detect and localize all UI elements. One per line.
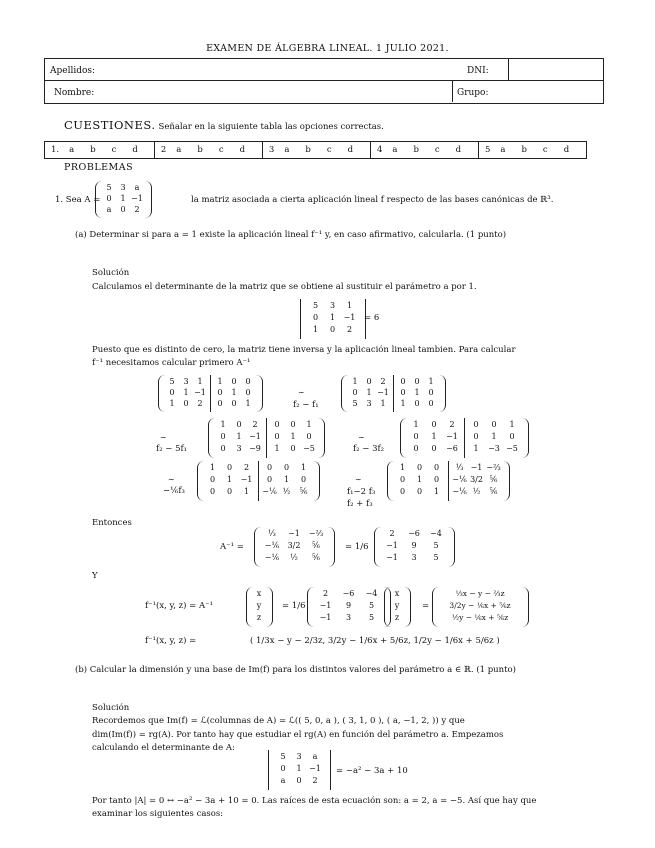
matrix-cell: a xyxy=(106,205,112,214)
matrix-cell: −1 xyxy=(319,613,332,622)
matrix-cell: 0 xyxy=(473,432,479,441)
one-sixth-factor: = 1/6 xyxy=(345,542,369,552)
matrix-cell: −6 xyxy=(408,529,420,538)
matrix-cell: 0 xyxy=(399,475,406,484)
matrix-cell: 1 xyxy=(509,420,515,429)
matrix-cell: ⅚ xyxy=(312,553,320,562)
matrix-cell: 0 xyxy=(274,432,280,441)
matrix-cell: 1 xyxy=(183,388,189,397)
matrix-cell: 0 xyxy=(433,463,440,472)
option-b[interactable]: b xyxy=(90,145,96,155)
question-number: 3 xyxy=(268,145,275,155)
gauss-step-2 xyxy=(208,418,324,458)
matrix-cell: 1 xyxy=(352,377,358,386)
matrix-cell: 1 xyxy=(312,325,319,334)
matrix-cell: −3 xyxy=(488,444,500,453)
matrix-cell: −⅙ xyxy=(264,553,280,562)
matrix-cell: 5 xyxy=(352,399,358,408)
option-c[interactable]: c xyxy=(218,145,224,155)
matrix-cell: 0 xyxy=(280,764,286,773)
apellidos-label: Apellidos: xyxy=(50,66,96,76)
matrix-cell: 1 xyxy=(346,301,353,310)
determinant-A xyxy=(268,750,330,790)
matrix-cell: 0 xyxy=(473,420,479,429)
option-d[interactable]: d xyxy=(239,145,246,155)
ainv-label: A⁻¹ = xyxy=(220,542,244,552)
matrix-cell: 0 xyxy=(491,420,497,429)
question-number: 4 xyxy=(376,145,383,155)
matrix-cell: 1 xyxy=(491,432,497,441)
solution-1-line-2: Puesto que es distinto de cero, la matriz tiene inversa y la aplicación lineal tambien. Para calcular xyxy=(92,345,516,355)
det1-result: = 6 xyxy=(364,313,380,323)
student-id-box xyxy=(44,58,604,104)
matrix-cell: a xyxy=(280,776,286,785)
matrix-cell: y xyxy=(256,601,262,610)
matrix-cell: 5 xyxy=(368,613,375,622)
matrix-cell: 5 xyxy=(433,553,439,562)
matrix-cell: 1 xyxy=(236,432,242,441)
row-op-5a: f₁−2 f₃ xyxy=(347,487,376,497)
matrix-cell: 3 xyxy=(345,613,352,622)
matrix-cell: 3 xyxy=(183,377,189,386)
matrix-cell: 3/2 xyxy=(287,541,301,550)
matrix-cell: 0 xyxy=(416,487,423,496)
matrix-cell: −⅔ xyxy=(486,463,501,472)
matrix-cell: −1 xyxy=(288,529,300,538)
matrix-cell: 0 xyxy=(300,475,307,484)
matrix-cell: z xyxy=(394,613,400,622)
matrix-cell: 9 xyxy=(411,541,417,550)
part-a-statement: (a) Determinar si para a = 1 existe la aplicación lineal f⁻¹ y, en caso afirmativo, calcularla. (1 punto) xyxy=(75,230,507,240)
matrix-cell: 2 xyxy=(322,589,329,598)
answer-table xyxy=(44,141,587,159)
option-c[interactable]: c xyxy=(326,145,332,155)
matrix-cell: 3 xyxy=(366,399,372,408)
gauss-step-4 xyxy=(197,461,319,501)
option-a[interactable]: a xyxy=(69,145,75,155)
finv-factor: = 1/6 xyxy=(282,601,306,611)
option-b[interactable]: b xyxy=(305,145,311,155)
solution-2-line-1: Recordemos que Im(f) = ℒ(columnas de A) = ℒ(( 5, 0, a ), ( 3, 1, 0 ), ( a, −1, 2, )) y que xyxy=(92,716,465,726)
matrix-cell: 1 xyxy=(209,463,216,472)
solution-2-title: Solución xyxy=(92,703,130,713)
vector-finv xyxy=(432,587,528,627)
matrix-cell: 0 xyxy=(217,399,223,408)
matrix-cell: 1 xyxy=(217,377,223,386)
gauss-step-5 xyxy=(387,461,509,501)
nombre-label: Nombre: xyxy=(54,88,95,98)
solution-2-line-2: dim(Im(f)) = rg(A). Por tanto hay que estudiar el rg(A) en función del parámetro a. Empezamos xyxy=(92,730,504,740)
matrix-cell: 0 xyxy=(312,313,319,322)
option-b[interactable]: b xyxy=(197,145,203,155)
option-c[interactable]: c xyxy=(434,145,440,155)
solution-1-line-1: Calculamos el determinante de la matriz que se obtiene al sustituir el parámetro a por 1. xyxy=(92,282,477,292)
matrix-cell: a xyxy=(134,183,140,192)
gauss-step-3 xyxy=(400,418,528,458)
finv-label-1: f⁻¹(x, y, z) = A⁻¹ xyxy=(145,601,213,611)
matrix-cell: 3/2y − ⅙x + ⅚z xyxy=(449,601,511,610)
matrix-cell: −1 xyxy=(240,475,253,484)
question-number: 1. xyxy=(51,145,60,155)
option-c[interactable]: c xyxy=(111,145,117,155)
matrix-cell: 1 xyxy=(296,764,302,773)
matrix-cell: 0 xyxy=(183,399,189,408)
problem-1-label: 1. Sea A = xyxy=(55,195,101,205)
cuestiones-instruction: Señalar en la siguiente tabla las opciones correctas. xyxy=(158,122,384,132)
entonces-label: Entonces xyxy=(92,518,132,528)
matrix-cell: ½ xyxy=(290,553,298,562)
matrix-cell: −9 xyxy=(249,444,261,453)
matrix-cell: −1 xyxy=(377,388,389,397)
option-d[interactable]: d xyxy=(455,145,462,155)
matrix-A-inverse-scaled xyxy=(374,527,454,567)
matrix-cell: 0 xyxy=(120,205,126,214)
matrix-cell: 3 xyxy=(329,301,336,310)
matrix-cell: 2 xyxy=(346,325,353,334)
matrix-cell: 0 xyxy=(106,194,112,203)
matrix-cell: 3 xyxy=(411,553,417,562)
matrix-cell: 0 xyxy=(352,388,358,397)
matrix-cell: 1 xyxy=(169,399,175,408)
det2-result: = −a² − 3a + 10 xyxy=(336,766,408,776)
matrix-cell: 2 xyxy=(134,205,140,214)
matrix-cell: 1 xyxy=(399,463,406,472)
matrix-cell: x xyxy=(256,589,262,598)
matrix-cell: 0 xyxy=(231,377,237,386)
matrix-cell: 1 xyxy=(433,487,440,496)
matrix-cell: 2 xyxy=(449,420,455,429)
matrix-cell: −5 xyxy=(506,444,518,453)
matrix-cell: 0 xyxy=(266,463,273,472)
matrix-cell: 1 xyxy=(306,420,312,429)
matrix-cell: 0 xyxy=(169,388,175,397)
matrix-cell: 1 xyxy=(414,388,420,397)
cuestiones-heading: CUESTIONES. Señalar en la siguiente tabla las opciones correctas. xyxy=(64,118,384,132)
solution-1-title: Solución xyxy=(92,268,130,278)
matrix-cell: 1 xyxy=(300,463,307,472)
matrix-cell: −⅙ xyxy=(452,475,467,484)
option-a[interactable]: a xyxy=(392,145,398,155)
matrix-cell: 2 xyxy=(252,420,258,429)
matrix-cell: 5 xyxy=(312,301,319,310)
question-number: 5 xyxy=(484,145,491,155)
matrix-cell: 0 xyxy=(226,487,233,496)
option-c[interactable]: c xyxy=(542,145,548,155)
matrix-cell: −1 xyxy=(319,601,332,610)
matrix-cell: 2 xyxy=(380,377,386,386)
option-a[interactable]: a xyxy=(176,145,182,155)
matrix-cell: 3 xyxy=(236,444,242,453)
matrix-cell: 0 xyxy=(433,475,440,484)
y-label: Y xyxy=(92,571,98,581)
matrix-cell: −⅙ xyxy=(452,487,467,496)
exam-title: EXAMEN DE ÁLGEBRA LINEAL. 1 JULIO 2021. xyxy=(206,43,449,54)
matrix-cell: 0 xyxy=(290,420,296,429)
matrix-cell: 0 xyxy=(296,776,302,785)
matrix-cell: 1 xyxy=(197,377,203,386)
matrix-cell: 1 xyxy=(473,444,479,453)
option-a[interactable]: a xyxy=(500,145,506,155)
option-d[interactable]: d xyxy=(132,145,138,155)
dni-label: DNI: xyxy=(467,66,489,76)
matrix-cell: 0 xyxy=(306,432,312,441)
matrix-cell: 0 xyxy=(220,444,226,453)
matrix-cell: 1 xyxy=(329,313,336,322)
matrix-cell: 0 xyxy=(431,444,437,453)
question-3-options xyxy=(263,142,371,158)
matrix-cell: −1 xyxy=(309,764,321,773)
finv-result: ( 1/3x − y − 2/3z, 3/2y − 1/6x + 5/6z, 1/2y − 1/6x + 5/6z ) xyxy=(250,636,500,646)
matrix-cell: −⅙ xyxy=(262,487,277,496)
matrix-cell: 0 xyxy=(266,475,273,484)
matrix-cell: −⅙ xyxy=(264,541,280,550)
matrix-cell: 1 xyxy=(431,432,437,441)
matrix-cell: 0 xyxy=(209,475,216,484)
matrix-cell: 0 xyxy=(428,388,434,397)
matrix-cell: −1 xyxy=(343,313,356,322)
matrix-cell: 1 xyxy=(413,420,419,429)
matrix-cell: 1 xyxy=(290,432,296,441)
matrix-cell: 0 xyxy=(413,444,419,453)
matrix-cell: 0 xyxy=(366,377,372,386)
matrix-cell: 1 xyxy=(245,399,251,408)
solution-2-line-3: calculando el determinante de A: xyxy=(92,743,235,753)
matrix-cell: 5 xyxy=(106,183,112,192)
problem-1-statement: la matriz asociada a cierta aplicación lineal f respecto de las bases canónicas de ℝ³. xyxy=(191,195,554,205)
matrix-cell: −1 xyxy=(386,541,398,550)
gauss-step-1 xyxy=(341,375,445,412)
vector-xyz-1 xyxy=(246,587,272,627)
matrix-cell: 0 xyxy=(509,432,515,441)
matrix-cell: 0 xyxy=(290,444,296,453)
matrix-cell: 0 xyxy=(329,325,336,334)
row-op-1: f₂ − f₁ xyxy=(293,400,319,410)
vector-xyz-2 xyxy=(384,587,410,627)
matrix-cell: 0 xyxy=(399,487,406,496)
matrix-cell: 3/2 xyxy=(470,475,483,484)
matrix-cell: 1 xyxy=(366,388,372,397)
matrix-cell: 0 xyxy=(428,399,434,408)
matrix-A xyxy=(95,181,151,218)
matrix-cell: ½ xyxy=(472,487,481,496)
option-b[interactable]: b xyxy=(413,145,419,155)
matrix-cell: z xyxy=(256,613,262,622)
matrix-cell: 9 xyxy=(345,601,352,610)
matrix-cell: 1 xyxy=(120,194,126,203)
matrix-cell: 0 xyxy=(414,399,420,408)
matrix-A-inverse-scaled-2 xyxy=(307,587,390,627)
matrix-cell: ⅓ xyxy=(455,463,464,472)
solution-2-line-4: Por tanto |A| = 0 ↔ −a² − 3a + 10 = 0. Las raíces de esta ecuación son: a = 2, a = −5. Así que hay que xyxy=(92,796,537,806)
matrix-cell: 0 xyxy=(245,388,251,397)
matrix-cell: 0 xyxy=(217,388,223,397)
matrix-cell: 0 xyxy=(414,377,420,386)
solution-2-line-5: examinar los siguientes casos: xyxy=(92,809,224,819)
matrix-cell: a xyxy=(312,752,318,761)
matrix-cell: ½y − ⅙x + ⅚z xyxy=(451,613,509,622)
matrix-cell: −1 xyxy=(470,463,483,472)
matrix-cell: 0 xyxy=(283,463,290,472)
matrix-cell: −6 xyxy=(446,444,458,453)
matrix-cell: −1 xyxy=(131,194,143,203)
matrix-cell: 5 xyxy=(368,601,375,610)
matrix-cell: 0 xyxy=(220,432,226,441)
problemas-heading: PROBLEMAS xyxy=(64,162,134,173)
matrix-cell: −⅔ xyxy=(308,529,324,538)
matrix-cell: 5 xyxy=(280,752,286,761)
row-op-4: −⅙f₃ xyxy=(163,486,185,496)
matrix-cell: 1 xyxy=(274,444,280,453)
option-d[interactable]: d xyxy=(563,145,570,155)
row-op-2: f₂ − 5f₁ xyxy=(156,444,188,454)
matrix-cell: 0 xyxy=(400,377,406,386)
matrix-cell: 1 xyxy=(283,475,290,484)
matrix-cell: 0 xyxy=(226,463,233,472)
matrix-cell: −1 xyxy=(249,432,261,441)
option-a[interactable]: a xyxy=(284,145,290,155)
part-b-statement: (b) Calcular la dimensión y una base de Im(f) para los distintos valores del parámetro a ∈ ℝ. (1 punto) xyxy=(75,665,516,675)
matrix-cell: 0 xyxy=(416,463,423,472)
question-number: 2 xyxy=(160,145,167,155)
gauss-step-0 xyxy=(158,375,262,412)
finv-label-2: f⁻¹(x, y, z) = xyxy=(145,636,197,646)
option-b[interactable]: b xyxy=(521,145,527,155)
matrix-cell: 5 xyxy=(169,377,175,386)
matrix-cell: 0 xyxy=(236,420,242,429)
determinant-A1 xyxy=(300,299,365,339)
matrix-cell: 2 xyxy=(197,399,203,408)
matrix-cell: 2 xyxy=(389,529,395,538)
matrix-cell: 1 xyxy=(220,420,226,429)
matrix-cell: 5 xyxy=(433,541,439,550)
matrix-cell: ⅚ xyxy=(489,487,498,496)
matrix-cell: 0 xyxy=(274,420,280,429)
matrix-cell: −4 xyxy=(430,529,442,538)
matrix-A-inverse xyxy=(254,527,334,567)
matrix-cell: 1 xyxy=(231,388,237,397)
matrix-cell: y xyxy=(394,601,400,610)
matrix-cell: 1 xyxy=(226,475,233,484)
matrix-cell: 2 xyxy=(312,776,318,785)
matrix-cell: 1 xyxy=(400,399,406,408)
matrix-cell: ⅓x − y − ⅔z xyxy=(455,589,505,598)
matrix-cell: 0 xyxy=(209,487,216,496)
matrix-cell: ⅚ xyxy=(299,487,308,496)
matrix-cell: 0 xyxy=(400,388,406,397)
solution-1-line-3: f⁻¹ necesitamos calcular primero A⁻¹ xyxy=(92,358,251,368)
matrix-cell: 1 xyxy=(428,377,434,386)
matrix-cell: 1 xyxy=(416,475,423,484)
question-2-options xyxy=(155,142,263,158)
row-op-3: f₂ − 3f₂ xyxy=(353,444,385,454)
question-4-options xyxy=(371,142,479,158)
matrix-cell: 3 xyxy=(120,183,126,192)
matrix-cell: ½ xyxy=(282,487,291,496)
grupo-label: Grupo: xyxy=(457,88,489,98)
matrix-cell: 0 xyxy=(413,432,419,441)
matrix-cell: 2 xyxy=(243,463,250,472)
matrix-cell: 0 xyxy=(431,420,437,429)
matrix-cell: −1 xyxy=(446,432,458,441)
matrix-cell: x xyxy=(394,589,400,598)
matrix-cell: ⅓ xyxy=(268,529,276,538)
question-5-options xyxy=(479,142,586,158)
matrix-cell: 1 xyxy=(243,487,250,496)
matrix-cell: −5 xyxy=(303,444,315,453)
matrix-cell: −4 xyxy=(365,589,378,598)
matrix-cell: ⅚ xyxy=(489,475,498,484)
matrix-cell: −1 xyxy=(194,388,206,397)
row-op-5b: f₂ + f₃ xyxy=(347,499,373,509)
question-1-options xyxy=(45,142,155,158)
matrix-cell: ⅚ xyxy=(312,541,320,550)
matrix-cell: −1 xyxy=(386,553,398,562)
matrix-cell: 0 xyxy=(231,399,237,408)
matrix-cell: 0 xyxy=(245,377,251,386)
matrix-cell: −6 xyxy=(342,589,355,598)
matrix-cell: 1 xyxy=(380,399,386,408)
option-d[interactable]: d xyxy=(347,145,354,155)
matrix-cell: 3 xyxy=(296,752,302,761)
